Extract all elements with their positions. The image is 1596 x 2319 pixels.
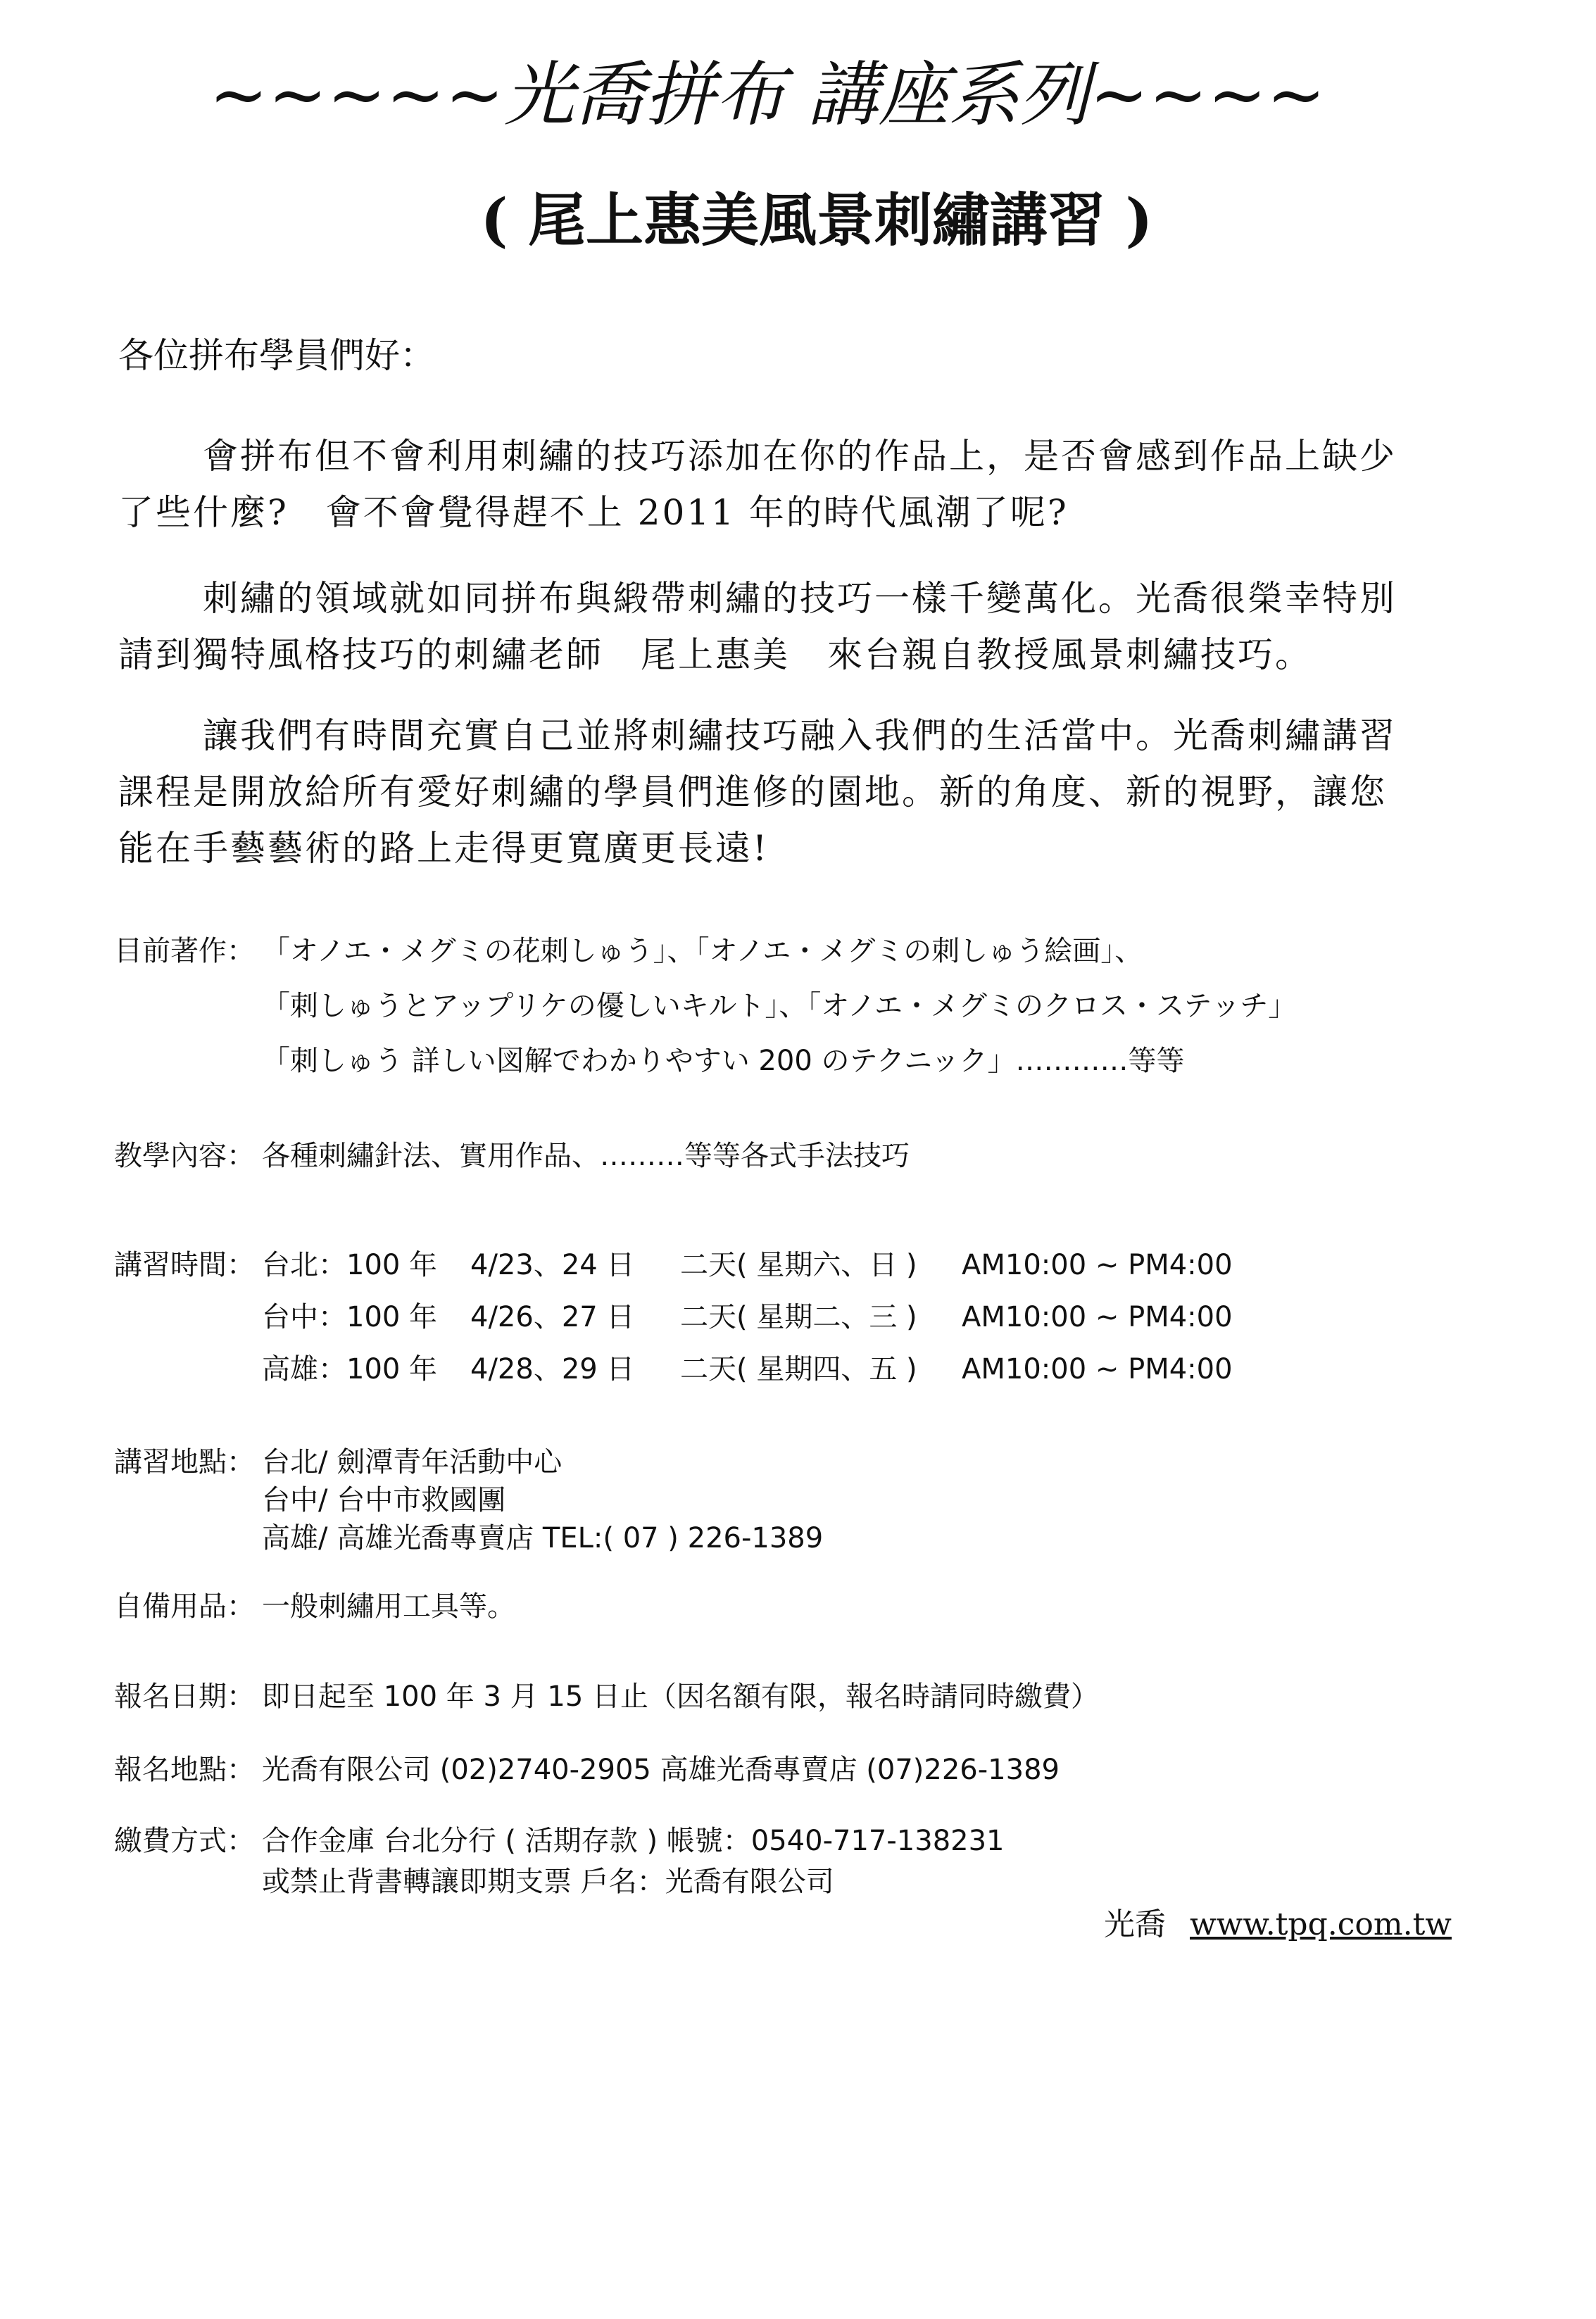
payment-section: [114, 1821, 1005, 1902]
footer: [1104, 1904, 1452, 1946]
paragraph-line: 能在手藝藝術的路上走得更寬廣更長遠!: [118, 828, 769, 869]
books-line: 「オノエ・メグミの花刺しゅう」、「オノエ・メグミの刺しゅう絵画」、: [262, 935, 1143, 967]
venue-line: 台中/ 台中市救國團: [262, 1484, 506, 1516]
schedule-time: AM10:00 ~ PM4:00: [962, 1249, 1233, 1281]
schedule-days: 二天( 星期二、三 ): [680, 1301, 917, 1333]
teaching-content-value: 各種刺繡針法、實用作品、………等等各式手法技巧: [262, 1140, 910, 1172]
paragraph-line: 讓我們有時間充實自己並將刺繡技巧融入我們的生活當中。光喬刺繡講習: [203, 715, 1397, 756]
schedule-date: 4/23、24 日: [470, 1249, 635, 1281]
schedule-city: 台中：100 年: [262, 1301, 438, 1333]
venue-section: [114, 1443, 823, 1557]
supplies-section: [114, 1585, 515, 1628]
page-subtitle: ( 尾上惠美風景刺繡講習 ): [480, 187, 1153, 254]
supplies-value: 一般刺繡用工具等。: [262, 1590, 515, 1623]
books-line: 「刺しゅう 詳しい図解でわかりやすい 200 のテクニック」…………等等: [262, 1045, 1185, 1077]
schedule-section: [114, 1239, 1233, 1395]
schedule-days: 二天( 星期六、日 ): [680, 1249, 917, 1281]
registration-place-value: 光喬有限公司 (02)2740-2905 高雄光喬專賣店 (07)226-1389: [262, 1754, 1060, 1786]
teaching-content-label: 教學內容：: [114, 1140, 255, 1172]
intro-paragraph-1: [118, 428, 1519, 541]
payment-line: 合作金庫 台北分行 ( 活期存款 ) 帳號：0540-717-138231: [262, 1825, 1005, 1857]
payment-line: 或禁止背書轉讓即期支票 戶名：光喬有限公司: [262, 1866, 834, 1898]
books-line: 「刺しゅうとアップリケの優しいキルト」、「オノエ・メグミのクロス・ステッチ」: [262, 990, 1297, 1022]
teaching-content-section: [114, 1135, 910, 1177]
registration-date-section: [114, 1676, 1099, 1718]
paragraph-line: 請到獨特風格技巧的刺繡老師 尾上惠美 來台親自教授風景刺繡技巧。: [118, 634, 1312, 675]
registration-date-value: 即日起至 100 年 3 月 15 日止（因名額有限，報名時請同時繳費）: [262, 1680, 1099, 1713]
schedule-days: 二天( 星期四、五 ): [680, 1353, 917, 1385]
venue-line: 高雄/ 高雄光喬專賣店 TEL:( 07 ) 226-1389: [262, 1522, 824, 1554]
page-title: ~~~~~光喬拼布 講座系列~~~~: [209, 54, 1326, 136]
intro-paragraph-2: [118, 570, 1519, 683]
schedule-row: [114, 1343, 1233, 1395]
supplies-label: 自備用品：: [114, 1590, 255, 1623]
paragraph-line: 會拼布但不會利用刺繡的技巧添加在你的作品上，是否會感到作品上缺少: [203, 436, 1397, 477]
schedule-row: [114, 1291, 1233, 1343]
venue-line: 台北/ 劍潭青年活動中心: [262, 1446, 563, 1478]
greeting: 各位拼布學員們好：: [118, 335, 435, 376]
books-section: [114, 924, 1296, 1088]
schedule-date: 4/26、27 日: [470, 1301, 635, 1333]
venue-label: 講習地點：: [114, 1446, 255, 1478]
schedule-city: 台北：100 年: [262, 1249, 438, 1281]
schedule-time: AM10:00 ~ PM4:00: [962, 1353, 1233, 1385]
payment-label: 繳費方式：: [114, 1825, 255, 1857]
schedule-label: 講習時間：: [114, 1249, 255, 1281]
schedule-date: 4/28、29 日: [470, 1353, 635, 1385]
intro-paragraph-3: [118, 708, 1519, 876]
books-label: 目前著作：: [114, 935, 255, 967]
schedule-time: AM10:00 ~ PM4:00: [962, 1301, 1233, 1333]
paragraph-line: 刺繡的領域就如同拼布與緞帶刺繡的技巧一樣千變萬化。光喬很榮幸特別: [203, 578, 1397, 619]
website-link[interactable]: www.tpq.com.tw: [1190, 1906, 1452, 1942]
registration-date-label: 報名日期：: [114, 1680, 255, 1713]
registration-place-section: [114, 1749, 1060, 1791]
schedule-row: [114, 1239, 1233, 1291]
paragraph-line: 課程是開放給所有愛好刺繡的學員們進修的園地。新的角度、新的視野，讓您: [118, 772, 1387, 812]
registration-place-label: 報名地點：: [114, 1754, 255, 1786]
schedule-city: 高雄：100 年: [262, 1353, 438, 1385]
paragraph-line: 了些什麼? 會不會覺得趕不上 2011 年的時代風潮了呢?: [118, 492, 1069, 533]
footer-company: 光喬: [1104, 1906, 1166, 1942]
